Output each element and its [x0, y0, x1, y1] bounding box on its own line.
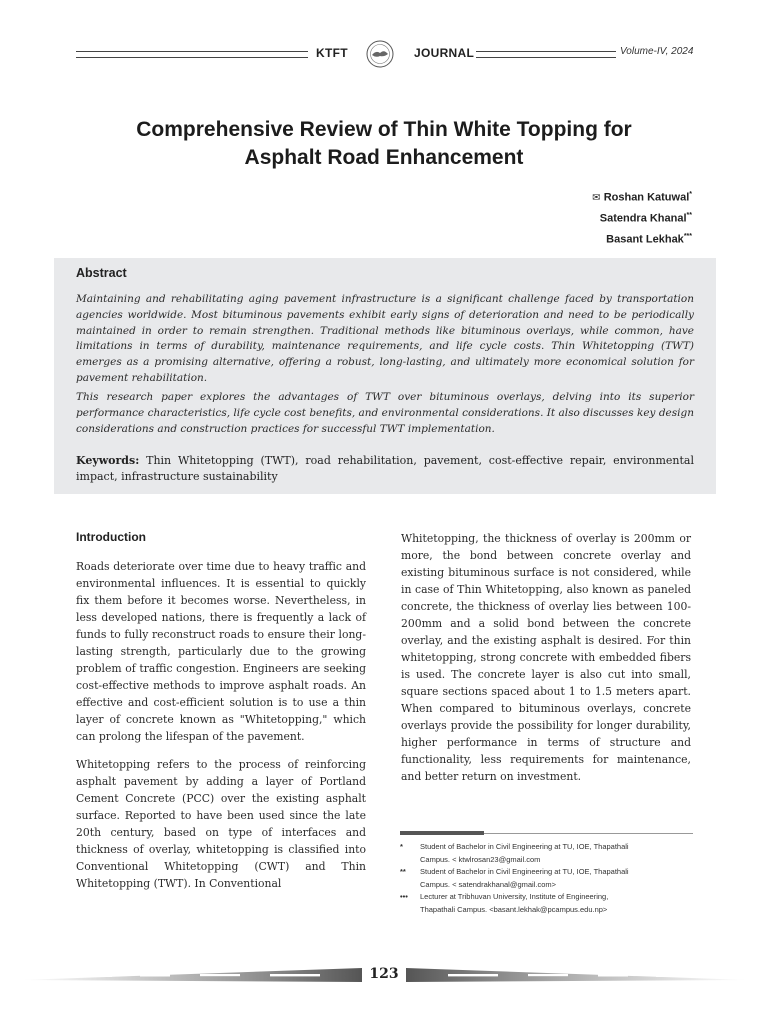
intro-paragraph-3: Whitetopping, the thickness of overlay is 200mm or more, the bond between concrete overlay and existing bituminous surface is not considered, while in case of Thin Whitetopping, also known as paneled concrete, the thickness of overlay lies between 100-200mm and a solid bond between the concrete overlay, and the existing asphalt is desired. For thin whitetopping, strong concrete with embedded fibers is used. The concrete layer is also cut into small, square sections spaced about 1 to 1.5 meters apart. When compared to bituminous overlays, concrete overlays provide the possibility for longer durability, higher performance in terms of structure and functionality, less requirements for maintenance, and better return on investment. [401, 532, 691, 783]
header-rule-left [76, 51, 308, 58]
footnote-1: * Student of Bachelor in Civil Engineering at TU, IOE, Thapathali Campus. < ktwlrosan23@gmail.com [400, 842, 629, 864]
keywords-text: Thin Whitetopping (TWT), road rehabilitation, pavement, cost-effective repair, environmental impact, infrastructure sustainability [76, 454, 694, 483]
footnote-rule-accent [400, 831, 484, 835]
footnote-3: ••• Lecturer at Tribhuvan University, Institute of Engineering, Thapathali Campus. <basant.lekhak@pcampus.edu.np> [400, 892, 609, 914]
page-footer [0, 960, 768, 990]
author-list [592, 186, 692, 249]
paper-title [60, 116, 708, 172]
introduction-heading: Introduction [76, 530, 146, 544]
author-2: Satendra Khanal** [599, 212, 692, 225]
intro-paragraph-2: Whitetopping refers to the process of reinforcing asphalt pavement by adding a layer of Portland Cement Concrete (PCC) over the existing asphalt surface. Reported to have been used since the late 20th century, based on type of interfaces and thickness of overlay, whitetopping is classified into Conventional Whitetopping (CWT) and Thin Whitetopping (TWT). In Conventional [76, 758, 366, 890]
author-1: ✉ Roshan Katuwal* [592, 191, 692, 204]
abstract-box [54, 258, 716, 494]
keywords-label: Keywords: [76, 454, 140, 467]
intro-paragraph-1: Roads deteriorate over time due to heavy traffic and environmental influences. It is essential to quickly fix them before it becomes worse. Nevertheless, in less developed nations, there is frequently a lack of funds to fully reconstruct roads to ensure their long-lasting strength, particularly due to the growing problem of traffic congestion. Engineers are seeking cost-effective methods to improve asphalt roads. An effective and cost-efficient solution is to use a thin layer of concrete known as "Whitetopping," which can prolong the lifespan of the pavement. [76, 560, 366, 743]
footnote-2: ** Student of Bachelor in Civil Engineering at TU, IOE, Thapathali Campus. < satendrakhanal@gmail.com> [400, 867, 629, 889]
journal-header [0, 40, 768, 70]
keywords [76, 453, 694, 485]
abstract-heading: Abstract [76, 266, 127, 280]
journal-seal-logo [356, 40, 404, 68]
volume-label: Volume-IV, 2024 [620, 46, 694, 57]
column-left [76, 558, 366, 892]
journal-abbrev: KTFT [316, 46, 348, 60]
header-rule-right [476, 51, 616, 58]
title-line-1: Comprehensive Review of Thin White Topping for [136, 118, 632, 141]
abstract-paragraph-1: Maintaining and rehabilitating aging pavement infrastructure is a significant challenge faced by transportation agencies worldwide. Most bituminous pavements exhibit early signs of deterioration and need to be periodically maintained in order to remain strengthen. Traditional methods like bituminous overlays, while common, have limitations in terms of durability, maintenance requirements, and life cycle costs. Thin Whitetopping (TWT) emerges as a promising alternative, offering a robust, long-lasting, and ultimately more economical solution for pavement rehabilitation. [76, 293, 694, 384]
abstract-paragraph-2: This research paper explores the advantages of TWT over bituminous overlays, delving into its superior performance characteristics, life cycle cost benefits, and environmental considerations. It also discusses key design considerations and construction practices for successful TWT implementation. [76, 391, 694, 435]
journal-name: JOURNAL [414, 46, 475, 60]
envelope-icon: ✉ [592, 192, 601, 204]
column-right [401, 530, 691, 785]
author-3: Basant Lekhak*** [606, 233, 692, 246]
title-line-2: Asphalt Road Enhancement [244, 146, 524, 169]
page-number: 123 [369, 966, 399, 982]
